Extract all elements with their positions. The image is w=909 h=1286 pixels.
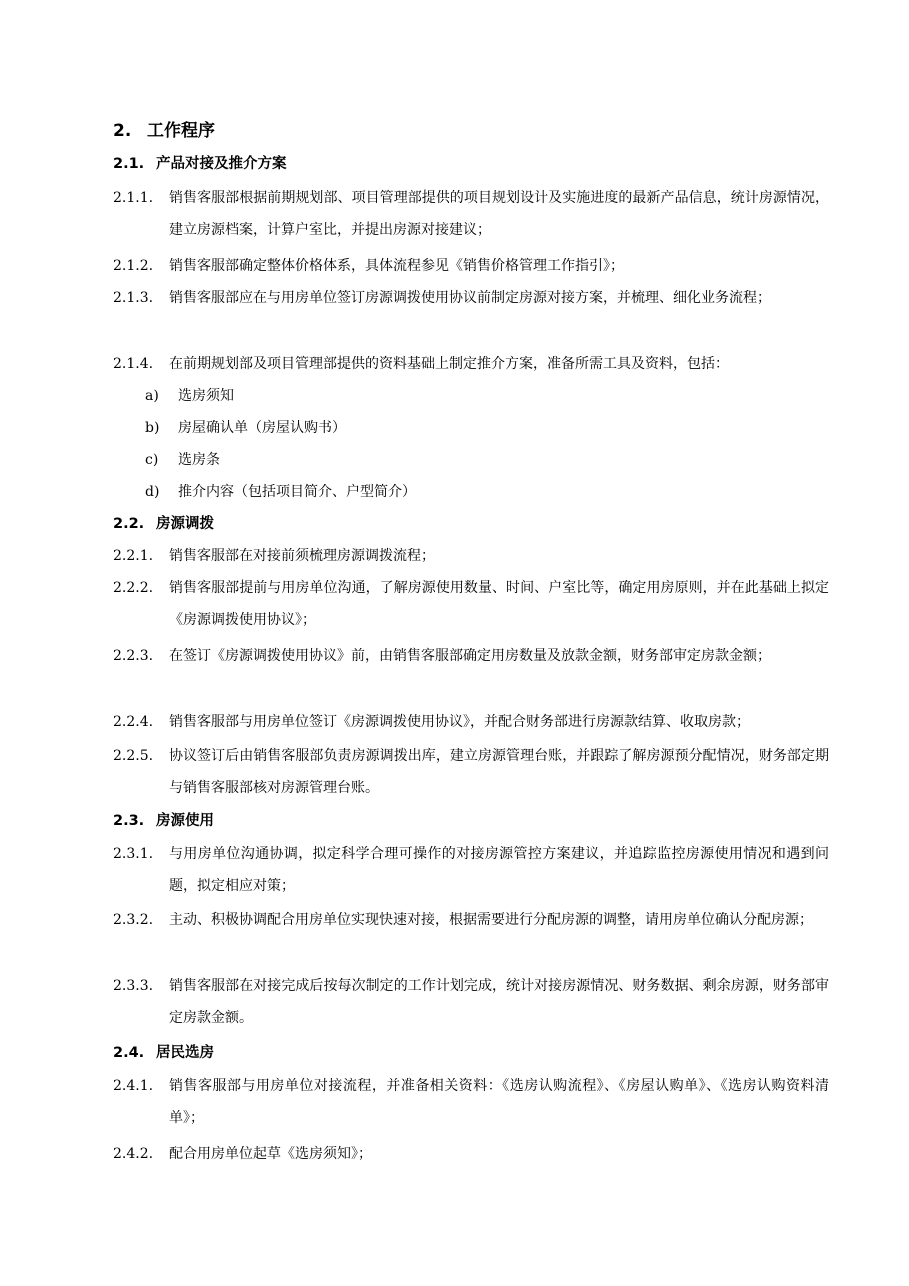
section-number: 2.: [113, 121, 132, 141]
item-text: 销售客服部根据前期规划部、项目管理部提供的项目规划设计及实施进度的最新产品信息，统计房源情况，建立房源档案，计算户室比，并提出房源对接建议；: [169, 190, 829, 238]
item-number: 2.3.1.: [113, 846, 154, 862]
sub-item-marker: c): [145, 452, 159, 468]
item-text: 销售客服部与用房单位对接流程，并准备相关资料：《选房认购流程》、《房屋认购单》、《选房认购资料清单》；: [169, 1078, 829, 1126]
section-title: 工作程序: [147, 121, 215, 141]
list-item-2-2-4: [113, 706, 829, 738]
item-text: 与用房单位沟通协调，拟定科学合理可操作的对接房源管控方案建议，并追踪监控房源使用情况和遇到问题，拟定相应对策；: [169, 846, 829, 894]
subsection-heading-2-1: [113, 153, 287, 175]
item-text: 销售客服部在对接完成后按每次制定的工作计划完成，统计对接房源情况、财务数据、剩余房源，财务部审定房款金额。: [169, 978, 829, 1026]
item-number: 2.1.1.: [113, 190, 154, 206]
list-item-2-4-1: [113, 1070, 829, 1134]
subsection-number: 2.3.: [113, 813, 145, 829]
item-number: 2.4.1.: [113, 1078, 154, 1094]
list-item-2-3-2: [113, 904, 829, 936]
list-item-2-2-2: [113, 572, 829, 636]
list-item-2-4-2: [113, 1138, 829, 1170]
list-item-2-1-4: [113, 348, 829, 380]
item-number: 2.2.4.: [113, 714, 154, 730]
list-item-2-3-3: [113, 970, 829, 1034]
subsection-number: 2.2.: [113, 516, 145, 532]
list-item-2-2-5: [113, 740, 829, 804]
item-number: 2.2.2.: [113, 580, 154, 596]
sub-item-text: 选房须知: [178, 388, 234, 404]
list-item-2-3-1: [113, 838, 829, 902]
list-item-2-2-1: [113, 540, 829, 572]
item-number: 2.2.5.: [113, 748, 154, 764]
list-item-2-1-2: [113, 250, 829, 282]
item-text: 在前期规划部及项目管理部提供的资料基础上制定推介方案，准备所需工具及资料，包括：: [169, 356, 729, 372]
subsection-title: 产品对接及推介方案: [156, 156, 287, 172]
item-number: 2.2.1.: [113, 548, 154, 564]
item-text: 销售客服部应在与用房单位签订房源调拨使用协议前制定房源对接方案，并梳理、细化业务流程；: [169, 290, 771, 306]
item-text: 主动、积极协调配合用房单位实现快速对接，根据需要进行分配房源的调整，请用房单位确认分配房源；: [169, 912, 813, 928]
list-item-2-1-1: [113, 182, 829, 246]
subsection-title: 房源调拨: [156, 516, 214, 532]
sub-item-marker: b): [145, 420, 160, 436]
subsection-heading-2-4: [113, 1042, 214, 1064]
subsection-title: 居民选房: [156, 1045, 214, 1061]
item-text: 销售客服部在对接前须梳理房源调拨流程；: [169, 548, 435, 564]
item-text: 在签订《房源调拨使用协议》前，由销售客服部确定用房数量及放款金额，财务部审定房款金额；: [169, 648, 771, 664]
sub-item-marker: d): [145, 484, 160, 500]
sub-item-text: 选房条: [178, 452, 220, 468]
item-text: 销售客服部确定整体价格体系，具体流程参见《销售价格管理工作指引》；: [169, 258, 624, 274]
item-number: 2.3.3.: [113, 978, 154, 994]
sub-item-marker: a): [145, 388, 159, 404]
item-text: 销售客服部与用房单位签订《房源调拨使用协议》，并配合财务部进行房源款结算、收取房款；: [169, 714, 750, 730]
item-number: 2.2.3.: [113, 648, 154, 664]
sub-item-c: [145, 449, 220, 471]
item-number: 2.1.2.: [113, 258, 154, 274]
subsection-heading-2-2: [113, 513, 214, 535]
subsection-heading-2-3: [113, 810, 214, 832]
sub-item-d: [145, 481, 416, 503]
subsection-number: 2.1.: [113, 156, 145, 172]
sub-item-a: [145, 385, 234, 407]
item-number: 2.1.4.: [113, 356, 154, 372]
section-heading: [113, 118, 215, 144]
sub-item-text: 推介内容（包括项目简介、户型简介）: [178, 484, 416, 500]
sub-item-b: [145, 417, 346, 439]
item-number: 2.4.2.: [113, 1146, 154, 1162]
sub-item-text: 房屋确认单（房屋认购书）: [178, 420, 346, 436]
item-number: 2.3.2.: [113, 912, 154, 928]
item-text: 销售客服部提前与用房单位沟通，了解房源使用数量、时间、户室比等，确定用房原则，并在此基础上拟定《房源调拨使用协议》；: [169, 580, 829, 628]
item-number: 2.1.3.: [113, 290, 154, 306]
subsection-title: 房源使用: [156, 813, 214, 829]
item-text: 配合用房单位起草《选房须知》；: [169, 1146, 372, 1162]
list-item-2-2-3: [113, 640, 829, 672]
subsection-number: 2.4.: [113, 1045, 145, 1061]
list-item-2-1-3: [113, 282, 829, 314]
item-text: 协议签订后由销售客服部负责房源调拨出库，建立房源管理台账，并跟踪了解房源预分配情况，财务部定期与销售客服部核对房源管理台账。: [169, 748, 829, 796]
